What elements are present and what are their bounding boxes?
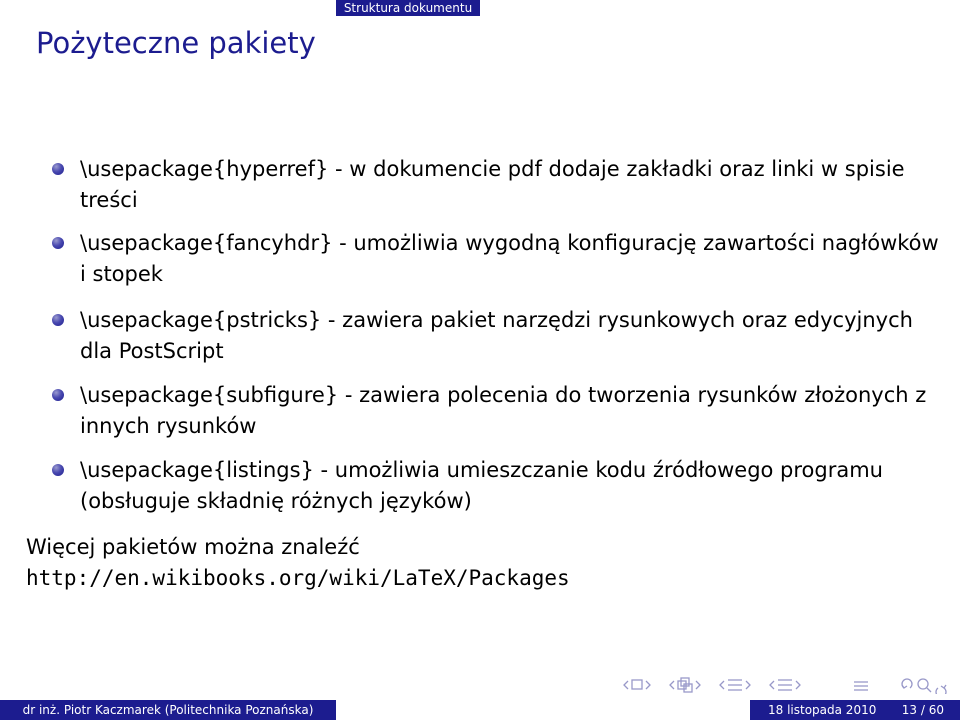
next-document-icon[interactable]	[796, 681, 800, 689]
next-frame-icon[interactable]	[646, 681, 650, 689]
packages-link[interactable]: http://en.wikibooks.org/wiki/LaTeX/Packages	[26, 566, 570, 590]
list-item	[52, 380, 942, 442]
align-icon[interactable]	[854, 682, 868, 690]
prev-subsection-icon[interactable]	[670, 681, 674, 689]
nav-symbols-svg	[620, 676, 950, 694]
footer-page-number: 13 / 60	[901, 703, 944, 717]
footer-right-band	[750, 700, 960, 720]
document-icon[interactable]	[778, 680, 792, 690]
search-icon[interactable]	[918, 679, 931, 692]
slide-footer	[0, 700, 960, 720]
header-bar	[0, 0, 960, 16]
list-item	[52, 154, 942, 216]
more-packages-text: Więcej pakietów można znaleźć	[26, 535, 360, 559]
list-item-text: \usepackage{pstricks} - zawiera pakiet narzędzi rysunkowych oraz edycyjnych dla PostScript	[80, 308, 913, 363]
list-item	[52, 455, 942, 517]
next-section-icon[interactable]	[746, 681, 750, 689]
next-subsection-icon[interactable]	[696, 681, 700, 689]
frame-title: Pożyteczne pakiety	[36, 26, 316, 60]
prev-document-icon[interactable]	[770, 681, 774, 689]
frame-icon[interactable]	[632, 680, 642, 689]
list-item	[52, 305, 942, 367]
section-label[interactable]: Struktura dokumentu	[343, 1, 473, 15]
footer-author: dr inż. Piotr Kaczmarek (Politechnika Poznańska)	[0, 700, 336, 720]
list-item-text: \usepackage{hyperref} - w dokumencie pdf dodaje zakładki oraz linki w spisie treści	[80, 157, 905, 212]
section-icon[interactable]	[728, 680, 742, 690]
prev-section-icon[interactable]	[720, 681, 724, 689]
prev-frame-icon[interactable]	[624, 681, 628, 689]
slide-header	[0, 0, 960, 70]
bullet-icon	[52, 464, 64, 476]
list-item-text: \usepackage{listings} - umożliwia umieszczanie kodu źródłowego programu (obsługuje składnię różnych języków)	[80, 458, 883, 513]
list-item	[52, 228, 942, 290]
bullet-icon	[52, 163, 64, 175]
back-icon[interactable]	[902, 679, 912, 688]
list-item-text: \usepackage{subfigure} - zawiera polecenia do tworzenia rysunków złożonych z innych rysunków	[80, 383, 927, 438]
bullet-icon	[52, 389, 64, 401]
list-item-text: \usepackage{fancyhdr} - umożliwia wygodną konfigurację zawartości nagłówków i stopek	[80, 231, 939, 286]
bullet-icon	[52, 314, 64, 326]
forward-icon[interactable]	[936, 685, 946, 694]
bullet-icon	[52, 237, 64, 249]
footer-date: 18 listopada 2010	[768, 703, 877, 717]
subsection-icon[interactable]	[678, 678, 692, 692]
